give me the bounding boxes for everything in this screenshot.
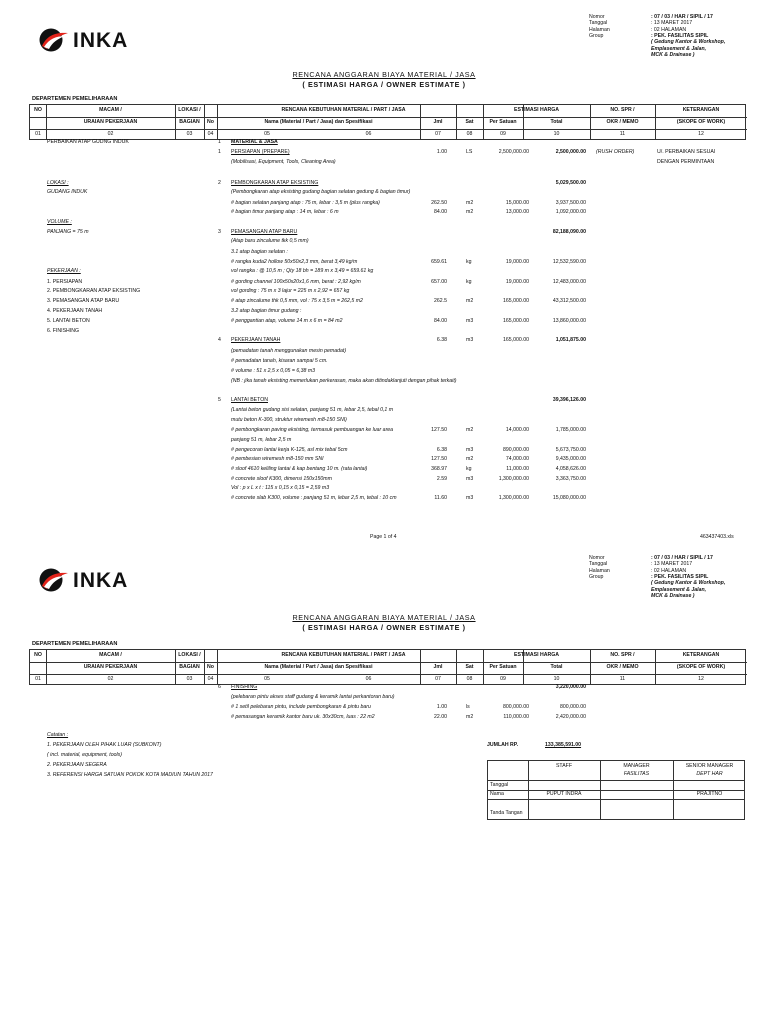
item-unit-price: 19,000.00 <box>505 279 529 285</box>
item-qty: 262.5 <box>434 298 447 304</box>
item-unit-price: 890,000.00 <box>503 447 529 453</box>
header-per-satuan: Per Satuan <box>489 119 517 125</box>
catatan-item: 2. PEKERJAAN SEGERA <box>47 762 107 768</box>
catatan-item: ( incl. material, equipment, tools) <box>47 752 122 758</box>
item-number: 1 <box>218 139 221 145</box>
item-total: 12,483,000.00 <box>552 279 586 285</box>
item-name: # volume : 51 x 2,5 x 0,05 = 6,38 m3 <box>231 368 316 374</box>
item-name: Vol : p x L x t : 115 x 0,15 x 0,15 = 2,59 m3 <box>231 485 330 491</box>
item-total: 39,396,126.00 <box>552 397 586 403</box>
item-unit: m2 <box>466 298 474 304</box>
senior-manager-header: SENIOR MANAGER <box>685 763 734 769</box>
item-name: (Pembongkaran atap eksisting gudang bagian selatan gedung & bagian timur) <box>231 189 411 195</box>
doc-title: RENCANA ANGGARAN BIAYA MATERIAL / JASA <box>292 613 476 622</box>
catatan-item: 3. REFERENSI HARGA SATUAN POKOK KOTA MADIUN TAHUN 2017 <box>47 772 213 778</box>
item-total: 43,312,500.00 <box>552 298 586 304</box>
item-unit: m3 <box>466 318 474 324</box>
header-sat: Sat <box>465 119 474 125</box>
item-number: 6 <box>218 684 221 690</box>
item-name: (Lantai beton gudang sisi selatan, panjang 51 m, lebar 2,5, tebal 0,1 m <box>231 407 394 413</box>
item-name: PEMASANGAN ATAP BARU <box>231 229 298 235</box>
header-spr: NO. SPR / <box>610 652 635 658</box>
staff-name: PUPUT INDRA <box>546 791 582 797</box>
header-col-number: 12 <box>698 676 704 682</box>
item-name: # pembesian wiremesh m8-150 mm SNI <box>231 456 324 462</box>
header-no: NO <box>34 107 42 113</box>
jumlah-value: 133,385,591.00 <box>545 742 582 748</box>
tanggal-label: Tanggal <box>490 782 509 788</box>
header-spr: NO. SPR / <box>610 107 635 113</box>
item-name: # concrete sloof K300, dimensi 150x150mm <box>231 476 332 482</box>
item-unit-price: 1,300,000.00 <box>498 495 529 501</box>
job-title: PERBAIKAN ATAP GUDNG INDUK <box>47 139 129 145</box>
header-no: NO <box>34 652 42 658</box>
item-unit-price: 165,000.00 <box>503 298 529 304</box>
header-no2: No <box>207 664 214 670</box>
doc-subtitle: ( ESTIMASI HARGA / OWNER ESTIMATE ) <box>302 623 466 632</box>
halaman-value: : 02 HALAMAN <box>651 26 687 33</box>
header-col-number: 03 <box>186 131 193 137</box>
item-unit-price: 165,000.00 <box>503 318 529 324</box>
nomor-value: : 07 / 03 / HAR / SIPIL / 17 <box>651 555 713 561</box>
header-keterangan: KETERANGAN <box>682 107 720 113</box>
doc-info <box>589 555 759 599</box>
group-value: : PEK. FASILITAS SIPIL <box>651 33 709 40</box>
halaman-value: : 02 HALAMAN <box>651 567 687 574</box>
item-total: 1,092,000.00 <box>555 209 586 215</box>
item-unit: m3 <box>466 495 474 501</box>
header-uraian: URAIAN PEKERJAAN <box>83 664 138 670</box>
header-col-number: 06 <box>365 131 372 137</box>
item-name: # pembongkaran paving eksisting, termasuk pembuangan ke luar area <box>231 427 394 433</box>
inka-logo <box>38 567 128 593</box>
item-unit-price: 1,300,000.00 <box>498 476 529 482</box>
item-unit-price: 74,000.00 <box>505 456 529 462</box>
pekerjaan-item: 5. LANTAI BETON <box>47 318 90 324</box>
item-name: # concrete slab K300, volume : panjang 51 m, lebar 2,5 m, tebal : 10 cm <box>231 495 397 501</box>
header-sat: Sat <box>465 664 474 670</box>
header-total: Total <box>550 664 563 670</box>
item-name: 3.1 atap bagian selatan : <box>231 249 288 255</box>
item-number: 3 <box>218 229 221 235</box>
department: DEPARTEMEN PEMELIHARAAN <box>32 96 118 102</box>
department: DEPARTEMEN PEMELIHARAAN <box>32 641 118 647</box>
item-total: 13,860,000.00 <box>552 318 586 324</box>
item-name: vol gording : 75 m x 3 lajur = 225 m x 2,92 = 657 kg <box>231 288 350 294</box>
header-col-number: 02 <box>107 676 114 682</box>
item-unit-price: 110,000.00 <box>503 714 529 720</box>
item-qty: 127.50 <box>431 427 447 433</box>
item-unit: m3 <box>466 476 474 482</box>
group-sub1: ( Gedung Kantor & Workshop, <box>651 580 726 587</box>
item-name: 3.2 atap bagian timur gudang : <box>231 308 302 314</box>
item-total: 2,500,000.00 <box>555 149 586 155</box>
item-name: (pemadatan tanah menggunakan mesin pemadat) <box>231 348 347 354</box>
item-total: 3,363,750.00 <box>555 476 586 482</box>
item-name: FINISHING <box>231 684 258 690</box>
item-name: # 1 setil pelebaran pintu, include pembongkaran & pintu baru <box>231 704 371 710</box>
item-name: PEKERJAAN TANAH <box>231 337 281 343</box>
tanggal-value: : 13 MARET 2017 <box>651 561 693 568</box>
item-keterangan: U/. PERBAIKAN SESUAI <box>657 149 716 155</box>
header-col-number: 08 <box>466 131 473 137</box>
header-estimasi: ESTIMASI HARGA <box>514 107 559 113</box>
item-name: MATERIAL & JASA <box>231 139 278 145</box>
header-rencana: RENCANA KEBUTUHAN MATERIAL / PART / JASA <box>281 107 406 113</box>
item-unit: m3 <box>466 337 474 343</box>
item-unit: m2 <box>466 456 474 462</box>
item-unit: kg <box>466 279 472 285</box>
jumlah-label: JUMLAH RP. <box>487 742 519 748</box>
inka-logo-mark-icon <box>38 567 70 593</box>
pekerjaan-item: 3. PEMASANGAN ATAP BARU <box>47 298 120 304</box>
item-name: # sloof 4610 keliling lantai & kap bentang 10 m. (rata lantai) <box>231 466 368 472</box>
header-bagian: BAGIAN <box>179 119 200 125</box>
item-name: # pemadatan tanah, kisaran sampai 5 cm. <box>231 358 328 364</box>
group-sub3: MCK & Drainase ) <box>651 593 695 600</box>
item-total: 3,937,500.00 <box>555 200 586 206</box>
header-col-number: 05 <box>264 676 270 682</box>
item-total: 12,532,590.00 <box>552 259 586 265</box>
header-col-number: 09 <box>500 676 506 682</box>
header-col-number: 12 <box>698 131 704 137</box>
item-unit: m3 <box>466 447 474 453</box>
item-total: 800,000.00 <box>560 704 586 710</box>
item-number: 2 <box>218 180 221 186</box>
halaman-label: Halaman <box>589 26 610 33</box>
senior-manager-name: PRAJITNO <box>696 791 723 797</box>
header-col-number: 04 <box>207 676 214 682</box>
manager-header: MANAGER <box>623 763 650 769</box>
nomor-value: : 07 / 03 / HAR / SIPIL / 17 <box>651 14 713 20</box>
item-name: # atap zincalume thk 0,5 mm, vol : 75 x 3,5 m = 262,5 m2 <box>231 298 363 304</box>
nomor-label: Nomor <box>589 14 605 20</box>
header-col-number: 07 <box>435 131 441 137</box>
tanggal-label: Tanggal <box>589 561 608 568</box>
group-sub2: Emplasement & Jalan, <box>651 586 707 593</box>
file-name: 463437403.xls <box>700 534 734 540</box>
catatan-item: 1. PEKERJAAN OLEH PIHAK LUAR (SUBKONT) <box>47 742 162 748</box>
item-name: (pelebaran pintu akses staff gudang & keramik lantai perkantoran baru) <box>231 694 395 700</box>
item-qty: 262.50 <box>431 200 447 206</box>
header-col-number: 08 <box>466 676 473 682</box>
item-unit-price: 2,500,000.00 <box>498 149 529 155</box>
item-total: 3,220,000.00 <box>555 684 586 690</box>
header-total: Total <box>550 119 563 125</box>
item-unit: m2 <box>466 714 474 720</box>
header-jml: Jml <box>433 664 443 670</box>
item-number: 1 <box>218 149 221 155</box>
header-col-number: 10 <box>553 131 560 137</box>
header-col-number: 03 <box>186 676 193 682</box>
doc-title: RENCANA ANGGARAN BIAYA MATERIAL / JASA <box>292 70 476 79</box>
item-unit: kg <box>466 466 472 472</box>
header-macam: MACAM / <box>99 107 122 113</box>
item-total: 2,420,000.00 <box>555 714 586 720</box>
group-label: Group <box>589 33 604 40</box>
item-qty: 22.00 <box>434 714 447 720</box>
item-unit-price: 14,000.00 <box>505 427 529 433</box>
pekerjaan-item: 1. PERSIAPAN <box>47 279 83 285</box>
row-divider <box>30 674 747 675</box>
header-col-number: 06 <box>365 676 372 682</box>
item-name: # gording channel 100x50x20x1,6 mm, berat : 2,92 kg/m <box>231 279 361 285</box>
header-bagian: BAGIAN <box>179 664 200 670</box>
header-nama: Nama (Material / Part / Jasa) dan Spesifikasi <box>264 664 373 670</box>
item-total: 15,080,000.00 <box>552 495 586 501</box>
item-qty: 127.50 <box>431 456 447 462</box>
item-unit-price: 19,000.00 <box>505 259 529 265</box>
item-unit-price: 13,000.00 <box>505 209 529 215</box>
volume-value: PANJANG = 75 m <box>47 229 89 235</box>
item-unit: LS <box>466 149 473 155</box>
group-value: : PEK. FASILITAS SIPIL <box>651 574 709 581</box>
item-name: # bagian selatan panjang atap : 75 m, lebar : 3,5 m (plus rangka) <box>231 200 380 206</box>
item-unit: ls <box>466 704 470 710</box>
halaman-label: Halaman <box>589 567 610 574</box>
item-unit: m2 <box>466 209 474 215</box>
item-name: vol rangka : @ 10,5 m ; Qty 18 bh = 189 m x 3,49 = 659.61 kg <box>231 268 374 274</box>
item-name: # pengecoran lantai kerja K-125, asl mix tebal 5cm <box>231 447 348 453</box>
item-qty: 368.97 <box>431 466 447 472</box>
header-keterangan: KETERANGAN <box>682 652 720 658</box>
item-number: 4 <box>218 337 221 343</box>
tanggal-label: Tanggal <box>589 20 608 27</box>
item-name: # penggantian atap, volume 14 m x 6 m = 84 m2 <box>231 318 343 324</box>
item-unit: kg <box>466 259 472 265</box>
header-okr: OKR / MEMO <box>606 119 639 125</box>
group-sub1: ( Gedung Kantor & Workshop, <box>651 39 726 46</box>
header-macam: MACAM / <box>99 652 122 658</box>
item-total: 5,673,750.00 <box>555 447 586 453</box>
doc-subtitle: ( ESTIMASI HARGA / OWNER ESTIMATE ) <box>302 80 466 89</box>
group-label: Group <box>589 574 604 581</box>
header-lokasi: LOKASI / <box>178 107 201 113</box>
item-qty: 657.00 <box>431 279 447 285</box>
item-qty: 1.00 <box>436 704 447 710</box>
item-name: PERSIAPAN (PREPARE) <box>231 149 290 155</box>
header-col-number: 05 <box>264 131 270 137</box>
item-unit-price: 11,000.00 <box>506 466 529 472</box>
item-total: 4,058,626.00 <box>555 466 586 472</box>
header-col-number: 07 <box>435 676 441 682</box>
header-uraian: URAIAN PEKERJAAN <box>83 119 138 125</box>
senior-manager-sub: DEPT HAR <box>696 771 723 777</box>
signature-table <box>487 760 745 820</box>
item-total: 1,051,875.00 <box>555 337 586 343</box>
item-qty: 659.61 <box>431 259 447 265</box>
header-lokasi: LOKASI / <box>178 652 201 658</box>
item-total: 9,435,000.00 <box>555 456 586 462</box>
header-col-number: 02 <box>107 131 114 137</box>
group-sub3: MCK & Drainase ) <box>651 52 695 59</box>
item-spr: (RUSH ORDER) <box>596 149 635 155</box>
item-qty: 84.00 <box>434 209 447 215</box>
header-per-satuan: Per Satuan <box>489 664 517 670</box>
lokasi-value: GUDANG INDUK <box>47 189 88 195</box>
item-qty: 2.59 <box>436 476 447 482</box>
header-okr: OKR / MEMO <box>606 664 639 670</box>
header-col-number: 01 <box>35 131 41 137</box>
item-name: PEMBONGKARAN ATAP EKSISTING <box>231 180 319 186</box>
item-total: 5,029,500.00 <box>555 180 586 186</box>
staff-header: STAFF <box>555 763 573 769</box>
brand-name: INKA <box>73 568 129 592</box>
pekerjaan-item: 4. PEKERJAAN TANAH <box>47 308 103 314</box>
volume-label: VOLUME : <box>47 219 72 225</box>
item-name: # rangka kuda2 hollow 50x50x2,3 mm, berat 3,49 kg/m <box>231 259 358 265</box>
tanggal-value: : 13 MARET 2017 <box>651 20 693 27</box>
item-unit-price: 15,000.00 <box>505 200 529 206</box>
row-divider <box>30 662 747 663</box>
item-total: 82,188,090.00 <box>552 229 586 235</box>
header-rencana: RENCANA KEBUTUHAN MATERIAL / PART / JASA <box>281 652 406 658</box>
pekerjaan-item: 6. FINISHING <box>47 328 79 334</box>
item-name: (NB : jika tanah eksisting memerlukan perkerasan, maka akan ditindaklanjuti dengan pihak terkait) <box>231 378 457 384</box>
header-nama: Nama (Material / Part / Jasa) dan Spesifikasi <box>264 119 373 125</box>
header-skope: (SKOPE OF WORK) <box>676 119 726 125</box>
header-col-number: 11 <box>619 131 626 137</box>
ttd-label: Tanda Tangan <box>490 810 523 816</box>
item-name: panjang 51 m, lebar 2,5 m <box>231 437 292 443</box>
item-name: (Mobilisasi, Equipment, Tools, Cleaning Area) <box>231 159 336 165</box>
pekerjaan-item: 2. PEMBONGKARAN ATAP EKSISTING <box>47 288 141 294</box>
item-qty: 1.00 <box>436 149 447 155</box>
catatan-label: Catatan : <box>47 732 69 738</box>
header-estimasi: ESTIMASI HARGA <box>514 652 559 658</box>
page-number: Page 1 of 4 <box>370 534 397 540</box>
item-total: 1,785,000.00 <box>555 427 586 433</box>
table-header <box>29 649 746 685</box>
header-skope: (SKOPE OF WORK) <box>676 664 726 670</box>
header-col-number: 11 <box>619 676 626 682</box>
pekerjaan-label: PEKERJAAN : <box>47 268 81 274</box>
lokasi-label: LOKASI : <box>47 180 69 186</box>
header-col-number: 10 <box>553 676 560 682</box>
item-number: 5 <box>218 397 221 403</box>
item-name: # pemasangan keramik kantor baru uk. 30x30cm, luas : 22 m2 <box>231 714 375 720</box>
item-unit: m2 <box>466 200 474 206</box>
header-col-number: 04 <box>207 131 214 137</box>
brand-name: INKA <box>73 28 129 52</box>
item-qty: 6.38 <box>436 447 447 453</box>
item-qty: 6.38 <box>436 337 447 343</box>
item-keterangan: DENGAN PERMINTAAN <box>657 159 715 165</box>
header-col-number: 09 <box>500 131 506 137</box>
header-no2: No <box>207 119 214 125</box>
group-sub2: Emplasement & Jalan, <box>651 45 707 52</box>
header-jml: Jml <box>433 119 443 125</box>
item-name: mutu beton K-300, struktur wiremesh m8-150 SNI) <box>231 417 347 423</box>
item-unit: m2 <box>466 427 474 433</box>
item-name: (Atap baru zincalume tkk 0,5 mm) <box>231 238 309 244</box>
item-name: # bagian timur panjang atap : 14 m, lebar : 6 m <box>231 209 339 215</box>
item-unit-price: 165,000.00 <box>503 337 529 343</box>
item-name: LANTAI BETON <box>231 397 268 403</box>
manager-sub: FASILITAS <box>623 771 650 777</box>
header-col-number: 01 <box>35 676 41 682</box>
nomor-label: Nomor <box>589 555 605 561</box>
item-qty: 11.60 <box>434 495 447 501</box>
item-qty: 84.00 <box>434 318 447 324</box>
nama-label: Nama <box>490 791 504 797</box>
item-unit-price: 800,000.00 <box>503 704 529 710</box>
